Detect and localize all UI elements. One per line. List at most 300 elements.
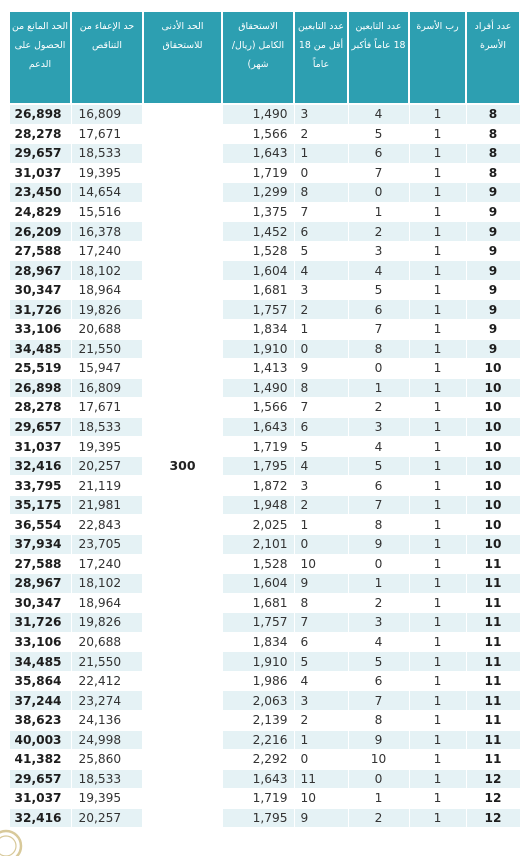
family-size-cell: 11 bbox=[466, 554, 520, 574]
taper-exemption-cell: 16,809 bbox=[71, 104, 143, 124]
full-entitlement-cell: 1,604 bbox=[222, 574, 294, 594]
taper-exemption-cell: 16,809 bbox=[71, 378, 143, 398]
head-of-household-cell: 1 bbox=[409, 730, 466, 750]
head-of-household-cell: 1 bbox=[409, 593, 466, 613]
taper-exemption-cell: 19,826 bbox=[71, 613, 143, 633]
support-cutoff-cell: 29,657 bbox=[9, 144, 71, 164]
dependents-18-plus-cell: 6 bbox=[348, 300, 409, 320]
dependents-under-18-cell: 11 bbox=[294, 769, 348, 789]
dependents-under-18-cell: 8 bbox=[294, 593, 348, 613]
table-row bbox=[9, 652, 520, 672]
head-of-household-cell: 1 bbox=[409, 300, 466, 320]
full-entitlement-cell: 1,681 bbox=[222, 280, 294, 300]
family-size-cell: 10 bbox=[466, 456, 520, 476]
full-entitlement-cell: 1,490 bbox=[222, 104, 294, 124]
dependents-18-plus-cell: 10 bbox=[348, 750, 409, 770]
dependents-18-plus-cell: 4 bbox=[348, 632, 409, 652]
full-entitlement-cell: 2,216 bbox=[222, 730, 294, 750]
dependents-18-plus-cell: 7 bbox=[348, 691, 409, 711]
support-cutoff-cell: 30,347 bbox=[9, 593, 71, 613]
dependents-18-plus-cell: 3 bbox=[348, 613, 409, 633]
dependents-under-18-cell: 3 bbox=[294, 691, 348, 711]
dependents-18-plus-cell: 0 bbox=[348, 769, 409, 789]
full-entitlement-cell: 2,139 bbox=[222, 710, 294, 730]
full-entitlement-cell: 1,452 bbox=[222, 222, 294, 242]
head-of-household-cell: 1 bbox=[409, 769, 466, 789]
support-cutoff-cell: 29,657 bbox=[9, 769, 71, 789]
full-entitlement-cell: 1,910 bbox=[222, 652, 294, 672]
dependents-18-plus-cell: 5 bbox=[348, 652, 409, 672]
dependents-under-18-cell: 2 bbox=[294, 124, 348, 144]
dependents-under-18-cell: 9 bbox=[294, 359, 348, 379]
taper-exemption-cell: 21,981 bbox=[71, 495, 143, 515]
family-size-cell: 12 bbox=[466, 808, 520, 828]
taper-exemption-cell: 21,550 bbox=[71, 339, 143, 359]
support-cutoff-cell: 34,485 bbox=[9, 339, 71, 359]
table-row bbox=[9, 495, 520, 515]
dependents-under-18-cell: 2 bbox=[294, 300, 348, 320]
taper-exemption-cell: 20,688 bbox=[71, 632, 143, 652]
seal-icon bbox=[0, 820, 26, 856]
table-row bbox=[9, 456, 520, 476]
full-entitlement-cell: 1,948 bbox=[222, 495, 294, 515]
dependents-18-plus-cell: 4 bbox=[348, 437, 409, 457]
dependents-18-plus-cell: 2 bbox=[348, 808, 409, 828]
table-row bbox=[9, 300, 520, 320]
head-of-household-cell: 1 bbox=[409, 613, 466, 633]
dependents-under-18-cell: 3 bbox=[294, 280, 348, 300]
full-entitlement-cell: 1,795 bbox=[222, 808, 294, 828]
head-of-household-cell: 1 bbox=[409, 104, 466, 124]
full-entitlement-cell: 2,063 bbox=[222, 691, 294, 711]
head-of-household-cell: 1 bbox=[409, 710, 466, 730]
dependents-18-plus-cell: 0 bbox=[348, 554, 409, 574]
full-entitlement-cell: 1,872 bbox=[222, 476, 294, 496]
full-entitlement-cell: 1,643 bbox=[222, 417, 294, 437]
head-of-household-cell: 1 bbox=[409, 632, 466, 652]
dependents-under-18-cell: 2 bbox=[294, 495, 348, 515]
head-of-household-cell: 1 bbox=[409, 144, 466, 164]
dependents-18-plus-cell: 4 bbox=[348, 104, 409, 124]
dependents-18-plus-cell: 7 bbox=[348, 320, 409, 340]
dependents-18-plus-cell: 1 bbox=[348, 202, 409, 222]
dependents-18-plus-cell: 6 bbox=[348, 671, 409, 691]
table-row bbox=[9, 535, 520, 555]
table-row bbox=[9, 437, 520, 457]
head-of-household-cell: 1 bbox=[409, 808, 466, 828]
table-body bbox=[9, 104, 520, 828]
dependents-18-plus-cell: 8 bbox=[348, 339, 409, 359]
dependents-under-18-cell: 9 bbox=[294, 574, 348, 594]
table-row bbox=[9, 710, 520, 730]
support-cutoff-cell: 33,795 bbox=[9, 476, 71, 496]
header-dependents-18-plus: عدد التابعين 18 عاماً فأكبر bbox=[348, 11, 409, 104]
full-entitlement-cell: 2,101 bbox=[222, 535, 294, 555]
full-entitlement-cell: 1,719 bbox=[222, 437, 294, 457]
table-row bbox=[9, 163, 520, 183]
full-entitlement-cell: 1,910 bbox=[222, 339, 294, 359]
head-of-household-cell: 1 bbox=[409, 183, 466, 203]
header-taper-exemption-limit: حد الإعفاء من التناقص bbox=[71, 11, 143, 104]
family-size-cell: 10 bbox=[466, 417, 520, 437]
dependents-18-plus-cell: 9 bbox=[348, 535, 409, 555]
table-row bbox=[9, 515, 520, 535]
family-size-cell: 10 bbox=[466, 535, 520, 555]
table-row bbox=[9, 222, 520, 242]
dependents-18-plus-cell: 4 bbox=[348, 261, 409, 281]
header-support-cutoff: الحد المانع من الحصول على الدعم bbox=[9, 11, 71, 104]
head-of-household-cell: 1 bbox=[409, 456, 466, 476]
dependents-under-18-cell: 5 bbox=[294, 437, 348, 457]
support-cutoff-cell: 36,554 bbox=[9, 515, 71, 535]
table-row bbox=[9, 104, 520, 124]
dependents-18-plus-cell: 7 bbox=[348, 495, 409, 515]
support-cutoff-cell: 41,382 bbox=[9, 750, 71, 770]
dependents-under-18-cell: 1 bbox=[294, 515, 348, 535]
taper-exemption-cell: 23,705 bbox=[71, 535, 143, 555]
dependents-under-18-cell: 5 bbox=[294, 652, 348, 672]
full-entitlement-cell: 1,795 bbox=[222, 456, 294, 476]
dependents-under-18-cell: 0 bbox=[294, 535, 348, 555]
full-entitlement-cell: 1,681 bbox=[222, 593, 294, 613]
table-row bbox=[9, 124, 520, 144]
taper-exemption-cell: 21,119 bbox=[71, 476, 143, 496]
support-cutoff-cell: 38,623 bbox=[9, 710, 71, 730]
table-row bbox=[9, 261, 520, 281]
header-minimum-entitlement: الحد الأدنى للاستحقاق bbox=[143, 11, 222, 104]
full-entitlement-cell: 1,566 bbox=[222, 398, 294, 418]
dependents-under-18-cell: 9 bbox=[294, 808, 348, 828]
taper-exemption-cell: 17,240 bbox=[71, 554, 143, 574]
dependents-under-18-cell: 5 bbox=[294, 241, 348, 261]
head-of-household-cell: 1 bbox=[409, 652, 466, 672]
dependents-under-18-cell: 0 bbox=[294, 339, 348, 359]
dependents-under-18-cell: 6 bbox=[294, 417, 348, 437]
taper-exemption-cell: 24,136 bbox=[71, 710, 143, 730]
full-entitlement-cell: 1,643 bbox=[222, 769, 294, 789]
family-size-cell: 9 bbox=[466, 339, 520, 359]
header-full-entitlement: الاستحقاق الكامل (ريال/شهر) bbox=[222, 11, 294, 104]
support-cutoff-cell: 35,864 bbox=[9, 671, 71, 691]
support-cutoff-cell: 33,106 bbox=[9, 632, 71, 652]
table-row bbox=[9, 359, 520, 379]
table-row bbox=[9, 202, 520, 222]
family-size-cell: 8 bbox=[466, 124, 520, 144]
support-cutoff-cell: 40,003 bbox=[9, 730, 71, 750]
family-size-cell: 10 bbox=[466, 398, 520, 418]
dependents-under-18-cell: 7 bbox=[294, 398, 348, 418]
table-row bbox=[9, 398, 520, 418]
dependents-18-plus-cell: 9 bbox=[348, 730, 409, 750]
support-cutoff-cell: 31,037 bbox=[9, 789, 71, 809]
taper-exemption-cell: 18,533 bbox=[71, 417, 143, 437]
head-of-household-cell: 1 bbox=[409, 417, 466, 437]
dependents-under-18-cell: 8 bbox=[294, 378, 348, 398]
table-header bbox=[9, 11, 520, 104]
table-row bbox=[9, 691, 520, 711]
head-of-household-cell: 1 bbox=[409, 320, 466, 340]
dependents-18-plus-cell: 1 bbox=[348, 789, 409, 809]
dependents-18-plus-cell: 2 bbox=[348, 222, 409, 242]
taper-exemption-cell: 15,947 bbox=[71, 359, 143, 379]
dependents-18-plus-cell: 1 bbox=[348, 574, 409, 594]
head-of-household-cell: 1 bbox=[409, 359, 466, 379]
table-row bbox=[9, 730, 520, 750]
support-cutoff-cell: 31,037 bbox=[9, 437, 71, 457]
dependents-18-plus-cell: 3 bbox=[348, 417, 409, 437]
full-entitlement-cell: 1,757 bbox=[222, 300, 294, 320]
head-of-household-cell: 1 bbox=[409, 437, 466, 457]
family-size-cell: 10 bbox=[466, 437, 520, 457]
taper-exemption-cell: 19,826 bbox=[71, 300, 143, 320]
dependents-under-18-cell: 4 bbox=[294, 456, 348, 476]
head-of-household-cell: 1 bbox=[409, 495, 466, 515]
head-of-household-cell: 1 bbox=[409, 378, 466, 398]
table-row bbox=[9, 144, 520, 164]
support-cutoff-cell: 26,209 bbox=[9, 222, 71, 242]
full-entitlement-cell: 1,986 bbox=[222, 671, 294, 691]
taper-exemption-cell: 19,395 bbox=[71, 437, 143, 457]
table-row bbox=[9, 789, 520, 809]
family-size-cell: 9 bbox=[466, 222, 520, 242]
support-cutoff-cell: 26,898 bbox=[9, 104, 71, 124]
head-of-household-cell: 1 bbox=[409, 691, 466, 711]
head-of-household-cell: 1 bbox=[409, 535, 466, 555]
family-size-cell: 10 bbox=[466, 495, 520, 515]
support-cutoff-cell: 23,450 bbox=[9, 183, 71, 203]
support-cutoff-cell: 31,726 bbox=[9, 613, 71, 633]
taper-exemption-cell: 15,516 bbox=[71, 202, 143, 222]
head-of-household-cell: 1 bbox=[409, 476, 466, 496]
dependents-under-18-cell: 0 bbox=[294, 163, 348, 183]
table-row bbox=[9, 769, 520, 789]
family-size-cell: 12 bbox=[466, 789, 520, 809]
dependents-under-18-cell: 6 bbox=[294, 222, 348, 242]
taper-exemption-cell: 20,688 bbox=[71, 320, 143, 340]
head-of-household-cell: 1 bbox=[409, 202, 466, 222]
dependents-18-plus-cell: 5 bbox=[348, 456, 409, 476]
head-of-household-cell: 1 bbox=[409, 789, 466, 809]
support-cutoff-cell: 27,588 bbox=[9, 241, 71, 261]
full-entitlement-cell: 1,834 bbox=[222, 632, 294, 652]
dependents-18-plus-cell: 3 bbox=[348, 241, 409, 261]
table-row bbox=[9, 320, 520, 340]
taper-exemption-cell: 18,964 bbox=[71, 593, 143, 613]
family-size-cell: 11 bbox=[466, 574, 520, 594]
dependents-18-plus-cell: 5 bbox=[348, 280, 409, 300]
dependents-18-plus-cell: 7 bbox=[348, 163, 409, 183]
taper-exemption-cell: 16,378 bbox=[71, 222, 143, 242]
taper-exemption-cell: 17,671 bbox=[71, 124, 143, 144]
support-cutoff-cell: 34,485 bbox=[9, 652, 71, 672]
dependents-under-18-cell: 7 bbox=[294, 613, 348, 633]
table-row bbox=[9, 593, 520, 613]
table-row bbox=[9, 554, 520, 574]
full-entitlement-cell: 1,566 bbox=[222, 124, 294, 144]
dependents-under-18-cell: 0 bbox=[294, 750, 348, 770]
dependents-18-plus-cell: 8 bbox=[348, 710, 409, 730]
head-of-household-cell: 1 bbox=[409, 671, 466, 691]
head-of-household-cell: 1 bbox=[409, 574, 466, 594]
family-size-cell: 11 bbox=[466, 730, 520, 750]
family-size-cell: 9 bbox=[466, 202, 520, 222]
dependents-under-18-cell: 8 bbox=[294, 183, 348, 203]
full-entitlement-cell: 1,299 bbox=[222, 183, 294, 203]
dependents-under-18-cell: 6 bbox=[294, 632, 348, 652]
family-size-cell: 9 bbox=[466, 241, 520, 261]
dependents-18-plus-cell: 8 bbox=[348, 515, 409, 535]
full-entitlement-cell: 1,719 bbox=[222, 163, 294, 183]
dependents-18-plus-cell: 2 bbox=[348, 398, 409, 418]
taper-exemption-cell: 19,395 bbox=[71, 163, 143, 183]
head-of-household-cell: 1 bbox=[409, 222, 466, 242]
taper-exemption-cell: 20,257 bbox=[71, 808, 143, 828]
family-size-cell: 12 bbox=[466, 769, 520, 789]
family-size-cell: 11 bbox=[466, 710, 520, 730]
table-row bbox=[9, 574, 520, 594]
taper-exemption-cell: 22,843 bbox=[71, 515, 143, 535]
family-size-cell: 11 bbox=[466, 613, 520, 633]
taper-exemption-cell: 17,240 bbox=[71, 241, 143, 261]
dependents-18-plus-cell: 2 bbox=[348, 593, 409, 613]
dependents-under-18-cell: 10 bbox=[294, 789, 348, 809]
dependents-18-plus-cell: 1 bbox=[348, 378, 409, 398]
dependents-18-plus-cell: 5 bbox=[348, 124, 409, 144]
table-row bbox=[9, 750, 520, 770]
dependents-under-18-cell: 3 bbox=[294, 104, 348, 124]
family-size-cell: 11 bbox=[466, 750, 520, 770]
table-row bbox=[9, 241, 520, 261]
taper-exemption-cell: 23,274 bbox=[71, 691, 143, 711]
head-of-household-cell: 1 bbox=[409, 554, 466, 574]
table-row bbox=[9, 417, 520, 437]
family-size-cell: 9 bbox=[466, 320, 520, 340]
family-size-cell: 11 bbox=[466, 652, 520, 672]
full-entitlement-cell: 1,413 bbox=[222, 359, 294, 379]
head-of-household-cell: 1 bbox=[409, 280, 466, 300]
taper-exemption-cell: 24,998 bbox=[71, 730, 143, 750]
minimum-entitlement-cell: 300 bbox=[143, 104, 222, 828]
support-cutoff-cell: 33,106 bbox=[9, 320, 71, 340]
header-dependents-under-18: عدد التابعين أقل من 18 عاماً bbox=[294, 11, 348, 104]
table-row bbox=[9, 183, 520, 203]
full-entitlement-cell: 1,757 bbox=[222, 613, 294, 633]
table-row bbox=[9, 476, 520, 496]
full-entitlement-cell: 1,528 bbox=[222, 241, 294, 261]
taper-exemption-cell: 20,257 bbox=[71, 456, 143, 476]
support-cutoff-cell: 32,416 bbox=[9, 456, 71, 476]
support-cutoff-cell: 28,967 bbox=[9, 261, 71, 281]
head-of-household-cell: 1 bbox=[409, 261, 466, 281]
table-row bbox=[9, 339, 520, 359]
family-size-cell: 8 bbox=[466, 104, 520, 124]
full-entitlement-cell: 1,604 bbox=[222, 261, 294, 281]
head-of-household-cell: 1 bbox=[409, 515, 466, 535]
support-cutoff-cell: 25,519 bbox=[9, 359, 71, 379]
taper-exemption-cell: 18,533 bbox=[71, 769, 143, 789]
taper-exemption-cell: 25,860 bbox=[71, 750, 143, 770]
support-cutoff-cell: 28,278 bbox=[9, 124, 71, 144]
entitlement-table bbox=[8, 10, 521, 828]
family-size-cell: 9 bbox=[466, 183, 520, 203]
support-cutoff-cell: 28,967 bbox=[9, 574, 71, 594]
head-of-household-cell: 1 bbox=[409, 241, 466, 261]
support-cutoff-cell: 30,347 bbox=[9, 280, 71, 300]
dependents-under-18-cell: 10 bbox=[294, 554, 348, 574]
support-cutoff-cell: 29,657 bbox=[9, 417, 71, 437]
support-cutoff-cell: 37,244 bbox=[9, 691, 71, 711]
family-size-cell: 11 bbox=[466, 632, 520, 652]
dependents-under-18-cell: 7 bbox=[294, 202, 348, 222]
head-of-household-cell: 1 bbox=[409, 163, 466, 183]
family-size-cell: 10 bbox=[466, 378, 520, 398]
dependents-under-18-cell: 1 bbox=[294, 730, 348, 750]
taper-exemption-cell: 19,395 bbox=[71, 789, 143, 809]
full-entitlement-cell: 2,025 bbox=[222, 515, 294, 535]
family-size-cell: 10 bbox=[466, 359, 520, 379]
taper-exemption-cell: 21,550 bbox=[71, 652, 143, 672]
full-entitlement-cell: 1,719 bbox=[222, 789, 294, 809]
dependents-under-18-cell: 2 bbox=[294, 710, 348, 730]
taper-exemption-cell: 18,533 bbox=[71, 144, 143, 164]
full-entitlement-cell: 1,375 bbox=[222, 202, 294, 222]
support-cutoff-cell: 26,898 bbox=[9, 378, 71, 398]
dependents-18-plus-cell: 0 bbox=[348, 183, 409, 203]
support-cutoff-cell: 24,829 bbox=[9, 202, 71, 222]
full-entitlement-cell: 1,528 bbox=[222, 554, 294, 574]
family-size-cell: 9 bbox=[466, 280, 520, 300]
family-size-cell: 10 bbox=[466, 515, 520, 535]
taper-exemption-cell: 18,964 bbox=[71, 280, 143, 300]
table-row bbox=[9, 671, 520, 691]
full-entitlement-cell: 1,490 bbox=[222, 378, 294, 398]
taper-exemption-cell: 17,671 bbox=[71, 398, 143, 418]
full-entitlement-cell: 2,292 bbox=[222, 750, 294, 770]
dependents-under-18-cell: 4 bbox=[294, 261, 348, 281]
dependents-under-18-cell: 3 bbox=[294, 476, 348, 496]
taper-exemption-cell: 18,102 bbox=[71, 574, 143, 594]
head-of-household-cell: 1 bbox=[409, 398, 466, 418]
support-cutoff-cell: 37,934 bbox=[9, 535, 71, 555]
head-of-household-cell: 1 bbox=[409, 750, 466, 770]
family-size-cell: 8 bbox=[466, 144, 520, 164]
table-row bbox=[9, 808, 520, 828]
dependents-under-18-cell: 4 bbox=[294, 671, 348, 691]
family-size-cell: 11 bbox=[466, 671, 520, 691]
taper-exemption-cell: 22,412 bbox=[71, 671, 143, 691]
dependents-18-plus-cell: 6 bbox=[348, 476, 409, 496]
family-size-cell: 9 bbox=[466, 261, 520, 281]
family-size-cell: 8 bbox=[466, 163, 520, 183]
table-row bbox=[9, 632, 520, 652]
head-of-household-cell: 1 bbox=[409, 339, 466, 359]
dependents-under-18-cell: 1 bbox=[294, 320, 348, 340]
table-row bbox=[9, 378, 520, 398]
header-head-of-household: رب الأسرة bbox=[409, 11, 466, 104]
family-size-cell: 9 bbox=[466, 300, 520, 320]
support-cutoff-cell: 35,175 bbox=[9, 495, 71, 515]
family-size-cell: 11 bbox=[466, 593, 520, 613]
head-of-household-cell: 1 bbox=[409, 124, 466, 144]
support-cutoff-cell: 31,037 bbox=[9, 163, 71, 183]
dependents-under-18-cell: 1 bbox=[294, 144, 348, 164]
support-cutoff-cell: 31,726 bbox=[9, 300, 71, 320]
taper-exemption-cell: 14,654 bbox=[71, 183, 143, 203]
table-row bbox=[9, 613, 520, 633]
header-family-size: عدد أفراد الأسرة bbox=[466, 11, 520, 104]
full-entitlement-cell: 1,834 bbox=[222, 320, 294, 340]
family-size-cell: 11 bbox=[466, 691, 520, 711]
